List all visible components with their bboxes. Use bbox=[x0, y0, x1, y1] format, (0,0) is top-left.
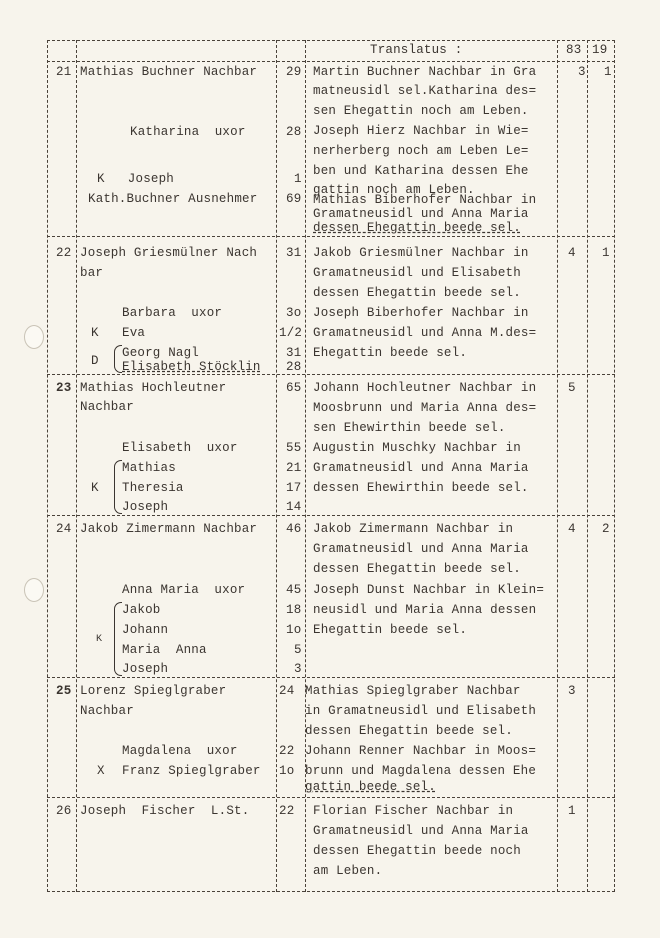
col-line-no bbox=[76, 40, 77, 892]
header-col-19: 19 bbox=[592, 43, 608, 57]
entry-number: 21 bbox=[56, 65, 72, 79]
age: 28 bbox=[286, 125, 302, 139]
child: Jakob bbox=[122, 603, 161, 617]
child: Johann bbox=[122, 623, 169, 637]
age: 22 bbox=[279, 744, 295, 758]
translatus-line: gattin beede sel. bbox=[305, 780, 436, 794]
age: 31 bbox=[286, 246, 302, 260]
translatus-line: Joseph Dunst Nachbar in Klein= bbox=[313, 583, 545, 597]
translatus-line: Martin Buchner Nachbar in Gra bbox=[313, 65, 537, 79]
age: 1 bbox=[294, 172, 302, 186]
translatus-line: dessen Ehegattin beede sel. bbox=[313, 562, 521, 576]
count-19: 1 bbox=[602, 246, 610, 260]
translatus-line: dessen Ehegattin beede sel. bbox=[313, 221, 521, 235]
rule-top bbox=[47, 40, 615, 41]
age: 28 bbox=[286, 360, 302, 374]
rule-row-25 bbox=[47, 797, 615, 798]
age: 31 bbox=[286, 346, 302, 360]
child: Maria Anna bbox=[122, 643, 207, 657]
age: 3o bbox=[286, 306, 302, 320]
entry-number: 25 bbox=[56, 684, 72, 698]
count-19: 1 bbox=[604, 65, 612, 79]
side-mark: K bbox=[96, 634, 103, 645]
spouse: Katharina uxor bbox=[130, 125, 246, 139]
punch-hole-top bbox=[24, 325, 44, 349]
spouse: Magdalena uxor bbox=[122, 744, 238, 758]
age: 45 bbox=[286, 583, 302, 597]
age: 55 bbox=[286, 441, 302, 455]
entry-head-cont: Nachbar bbox=[80, 704, 134, 718]
translatus-line: neusidl und Maria Anna dessen bbox=[313, 603, 537, 617]
spouse: Anna Maria uxor bbox=[122, 583, 246, 597]
lodger: Georg Nagl bbox=[122, 346, 200, 360]
translatus-line: Mathias Spieglgraber Nachbar bbox=[305, 684, 521, 698]
child: K Joseph bbox=[97, 172, 175, 186]
entry-number: 23 bbox=[56, 381, 72, 395]
brace bbox=[114, 345, 122, 373]
age: 14 bbox=[286, 500, 302, 514]
count-83: 1 bbox=[568, 804, 576, 818]
child: Joseph bbox=[122, 500, 169, 514]
entry-head-cont: bar bbox=[80, 266, 104, 280]
entry-head: Joseph Fischer L.St. bbox=[80, 804, 250, 818]
translatus-line: Gramatneusidl und Anna Maria bbox=[313, 207, 529, 221]
child: Joseph bbox=[122, 662, 169, 676]
translatus-line: Mathias Biberhofer Nachbar in bbox=[313, 193, 537, 207]
spouse: Elisabeth uxor bbox=[122, 441, 238, 455]
translatus-line: Johann Hochleutner Nachbar in bbox=[313, 381, 537, 395]
entry-number: 24 bbox=[56, 522, 72, 536]
translatus-line: ben und Katharina dessen Ehe bbox=[313, 164, 529, 178]
child: Eva bbox=[122, 326, 146, 340]
age: 17 bbox=[286, 481, 302, 495]
entry-number: 22 bbox=[56, 246, 72, 260]
age: 29 bbox=[286, 65, 302, 79]
translatus-line: dessen Ehewirthin beede sel. bbox=[313, 481, 529, 495]
translatus-line: dessen Ehegattin beede sel. bbox=[313, 286, 521, 300]
translatus-line: Jakob Griesmülner Nachbar in bbox=[313, 246, 529, 260]
entry-head: Mathias Hochleutner bbox=[80, 381, 227, 395]
translatus-line: Gramatneusidl und Anna Maria bbox=[313, 824, 529, 838]
side-mark: K bbox=[91, 481, 99, 495]
translatus-line: Joseph Biberhofer Nachbar in bbox=[313, 306, 529, 320]
translatus-line: Johann Renner Nachbar in Moos= bbox=[305, 744, 537, 758]
translatus-line: in Gramatneusidl und Elisabeth bbox=[305, 704, 537, 718]
count-83: 5 bbox=[568, 381, 576, 395]
age: 22 bbox=[279, 804, 295, 818]
rule-bottom bbox=[47, 891, 615, 892]
age: 21 bbox=[286, 461, 302, 475]
translatus-line: sen Ehewirthin beede sel. bbox=[313, 421, 506, 435]
translatus-line: Gramatneusidl und Anna M.des= bbox=[313, 326, 537, 340]
child: Mathias bbox=[122, 461, 176, 475]
translatus-line: dessen Ehegattin beede sel. bbox=[305, 724, 513, 738]
translatus-line: Jakob Zimermann Nachbar in bbox=[313, 522, 514, 536]
punch-hole-bottom bbox=[24, 578, 44, 602]
child: Franz Spieglgraber bbox=[122, 764, 261, 778]
age: 65 bbox=[286, 381, 302, 395]
header-translatus: Translatus : bbox=[370, 43, 463, 57]
side-mark: X bbox=[97, 764, 105, 778]
count-83: 4 bbox=[568, 522, 576, 536]
rule-row-24 bbox=[47, 677, 615, 678]
entry-head: Lorenz Spieglgraber bbox=[80, 684, 227, 698]
count-19: 2 bbox=[602, 522, 610, 536]
count-83: 3 bbox=[578, 65, 586, 79]
entry-head: Jakob Zimermann Nachbar bbox=[80, 522, 258, 536]
col-line-age bbox=[276, 40, 277, 892]
entry-head: Joseph Griesmülner Nach bbox=[80, 246, 258, 260]
count-83: 4 bbox=[568, 246, 576, 260]
brace bbox=[114, 460, 122, 514]
col-line-83 bbox=[557, 40, 558, 892]
spouse: Barbara uxor bbox=[122, 306, 223, 320]
age: 3 bbox=[294, 662, 302, 676]
translatus-line: matneusidl sel.Katharina des= bbox=[313, 84, 537, 98]
translatus-line: Joseph Hierz Nachbar in Wie= bbox=[313, 124, 529, 138]
translatus-line: Gramatneusidl und Anna Maria bbox=[313, 461, 529, 475]
translatus-line: nerherberg noch am Leben Le= bbox=[313, 144, 529, 158]
age: 5 bbox=[294, 643, 302, 657]
age: 18 bbox=[286, 603, 302, 617]
age: 1o bbox=[279, 764, 295, 778]
entry-head-cont: Nachbar bbox=[80, 400, 134, 414]
age: 24 bbox=[279, 684, 295, 698]
translatus-line: Ehegattin beede sel. bbox=[313, 346, 468, 360]
age: 69 bbox=[286, 192, 302, 206]
col-line-left bbox=[47, 40, 48, 892]
rule-row-23 bbox=[47, 515, 615, 516]
side-mark: K bbox=[91, 326, 99, 340]
translatus-line: Florian Fischer Nachbar in bbox=[313, 804, 514, 818]
translatus-line: am Leben. bbox=[313, 864, 383, 878]
brace bbox=[114, 602, 122, 676]
translatus-line: sen Ehegattin noch am Leben. bbox=[313, 104, 529, 118]
entry-number: 26 bbox=[56, 804, 72, 818]
age: 1o bbox=[286, 623, 302, 637]
translatus-line: dessen Ehegattin beede noch bbox=[313, 844, 521, 858]
entry-head: Mathias Buchner Nachbar bbox=[80, 65, 258, 79]
count-83: 3 bbox=[568, 684, 576, 698]
translatus-line: Gramatneusidl und Anna Maria bbox=[313, 542, 529, 556]
translatus-line: Augustin Muschky Nachbar in bbox=[313, 441, 521, 455]
age: 46 bbox=[286, 522, 302, 536]
col-line-right bbox=[614, 40, 615, 892]
translatus-line: Gramatneusidl und Elisabeth bbox=[313, 266, 521, 280]
col-line-19 bbox=[587, 40, 588, 892]
retiree: Kath.Buchner Ausnehmer bbox=[88, 192, 258, 206]
lodger: Elisabeth Stöcklin bbox=[122, 360, 261, 374]
translatus-line: gattin noch am Leben. bbox=[313, 183, 475, 197]
translatus-line: brunn und Magdalena dessen Ehe bbox=[305, 764, 537, 778]
header-col-83: 83 bbox=[566, 43, 582, 57]
rule-row-21 bbox=[47, 236, 615, 237]
translatus-line: Ehegattin beede sel. bbox=[313, 623, 468, 637]
side-mark: D bbox=[91, 354, 99, 368]
translatus-line: Moosbrunn und Maria Anna des= bbox=[313, 401, 537, 415]
child: Theresia bbox=[122, 481, 184, 495]
age: 1/2 bbox=[279, 326, 303, 340]
